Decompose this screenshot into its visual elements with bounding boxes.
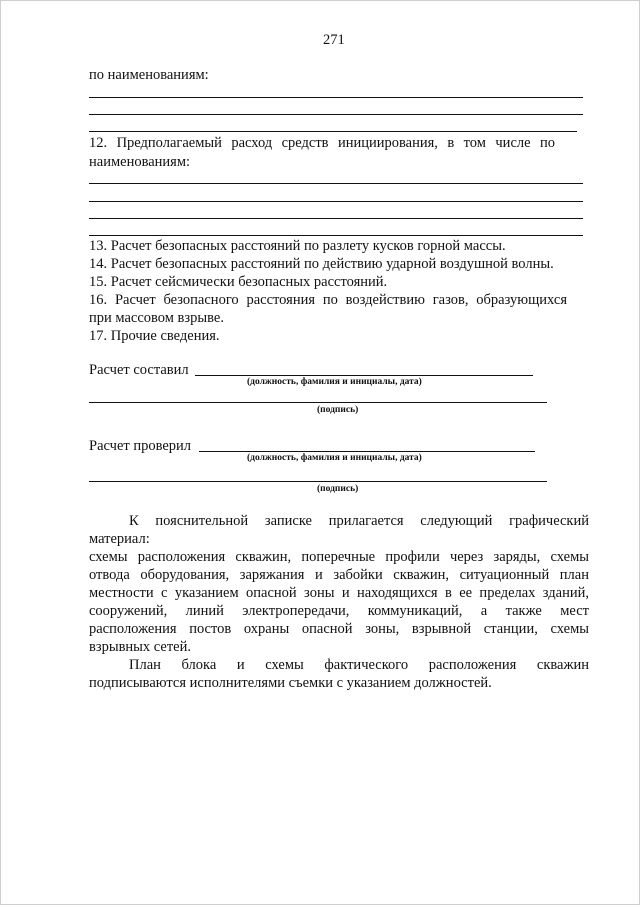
blank-line: [89, 114, 583, 115]
compiled-label: Расчет составил: [89, 362, 189, 378]
compiled-hint: (должность, фамилия и инициалы, дата): [247, 377, 422, 387]
item12-line1: 12. Предполагаемый расход средств инициирования, в том числе по: [89, 135, 555, 151]
compiled-name-line[interactable]: [195, 375, 533, 376]
blank-line: [89, 97, 583, 98]
plan-line: План блока и схемы фактического расположения скважин: [129, 657, 589, 673]
checked-name-line[interactable]: [199, 451, 535, 452]
item-15: 15. Расчет сейсмически безопасных расстояний.: [89, 274, 388, 290]
attachment-line: взрывных сетей.: [89, 639, 191, 655]
compiled-sign-hint: (подпись): [317, 405, 359, 415]
attachment-line: местности с указанием опасной зоны и находящихся в ее пределах зданий,: [89, 585, 589, 601]
plan-line: подписываются исполнителями съемки с указанием должностей.: [89, 675, 492, 691]
attachment-line: схемы расположения скважин, поперечные профили через заряды, схемы: [89, 549, 589, 565]
checked-sign-line[interactable]: [89, 481, 547, 482]
item12-line2: наименованиям:: [89, 154, 191, 170]
checked-label: Расчет проверил: [89, 438, 192, 454]
checked-sign-hint: (подпись): [317, 484, 359, 494]
item-13: 13. Расчет безопасных расстояний по разлету кусков горной массы.: [89, 238, 506, 254]
blank-line: [89, 235, 583, 236]
attachment-line: расположения постов охраны опасной зоны, взрывной станции, схемы: [89, 621, 589, 637]
attachment-line: К пояснительной записке прилагается следующий графический: [129, 513, 589, 529]
blank-line: [89, 183, 583, 184]
item-16-cont: при массовом взрыве.: [89, 310, 224, 326]
checked-hint: (должность, фамилия и инициалы, дата): [247, 453, 422, 463]
intro-line: по наименованиям:: [89, 67, 209, 83]
attachment-line: материал:: [89, 531, 150, 547]
item-16: 16. Расчет безопасного расстояния по воздействию газов, образующихся: [89, 292, 567, 308]
blank-line: [89, 131, 577, 132]
attachment-line: сооружений, линий электропередачи, коммуникаций, а также мест: [89, 603, 589, 619]
compiled-sign-line[interactable]: [89, 402, 547, 403]
page-number: 271: [323, 32, 345, 48]
attachment-line: отвода оборудования, заряжания и забойки скважин, ситуационный план: [89, 567, 589, 583]
item-14: 14. Расчет безопасных расстояний по действию ударной воздушной волны.: [89, 256, 554, 272]
blank-line: [89, 201, 583, 202]
item-17: 17. Прочие сведения.: [89, 328, 220, 344]
blank-line: [89, 218, 583, 219]
